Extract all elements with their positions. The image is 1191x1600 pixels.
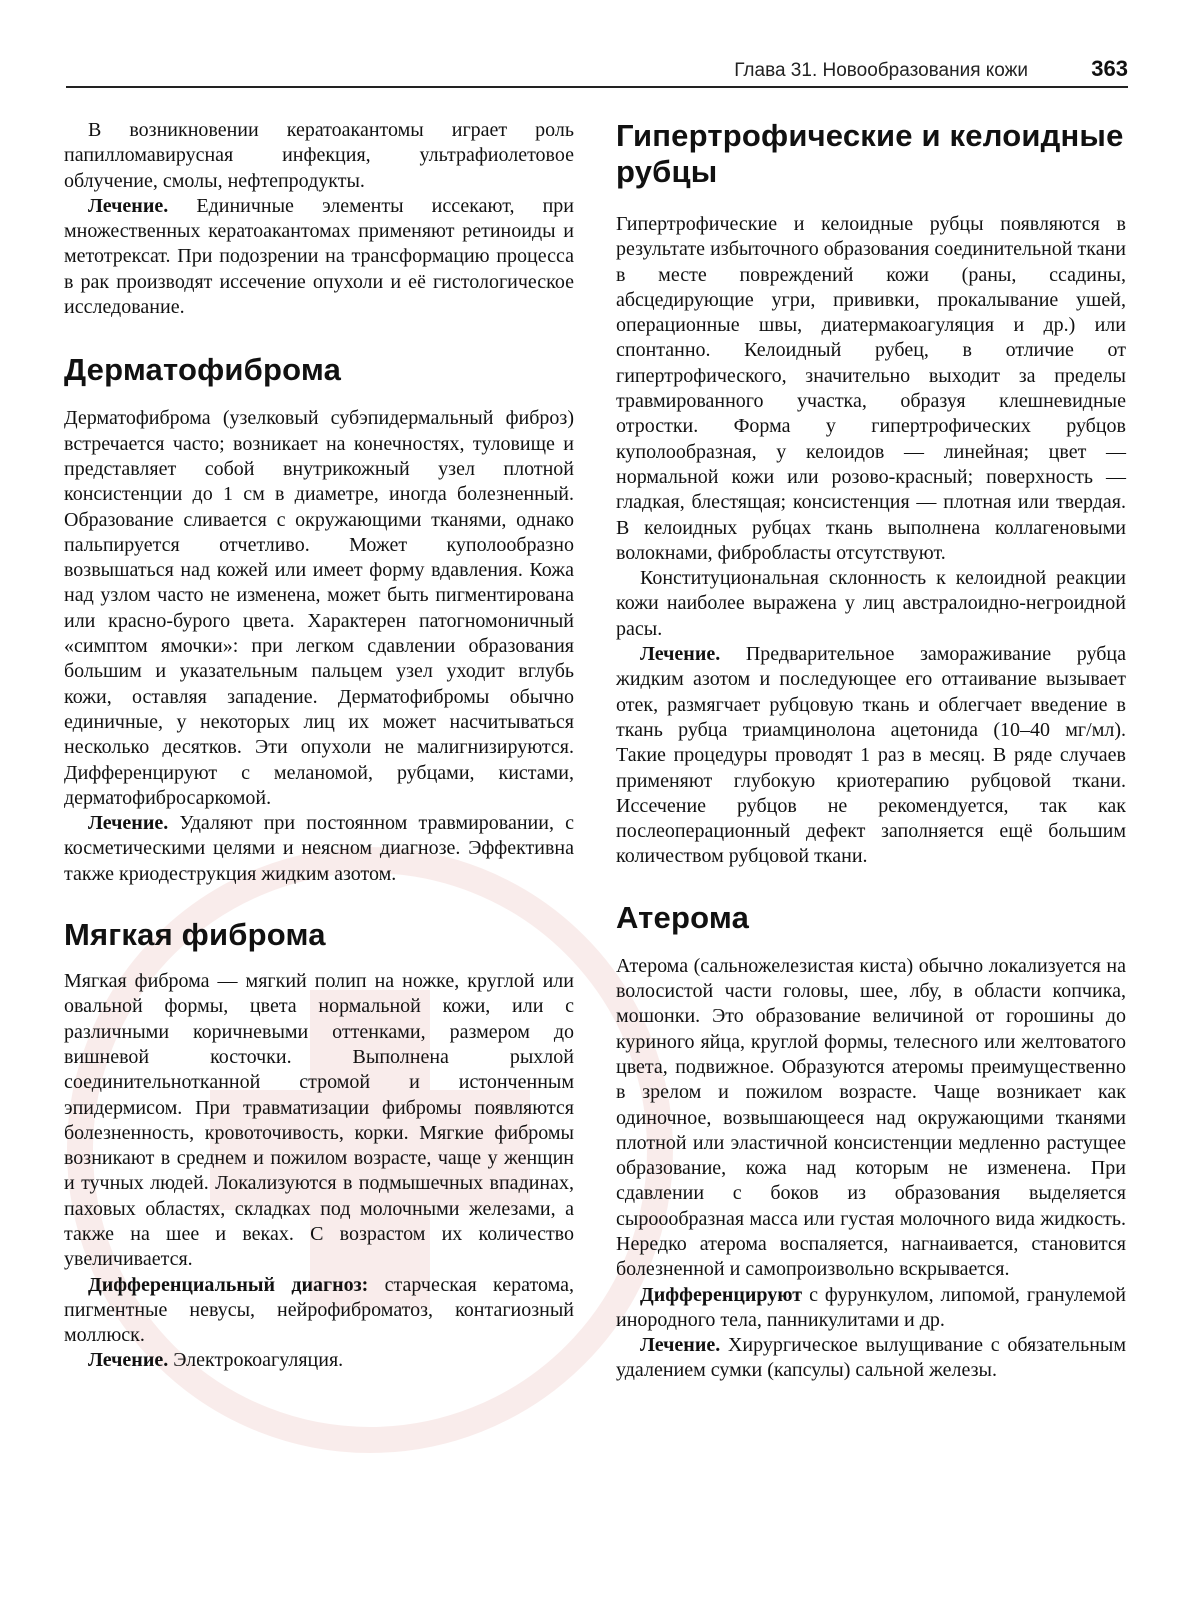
paragraph: [616, 1283, 1126, 1334]
paragraph: [64, 811, 574, 887]
right-column: [616, 118, 1126, 1384]
paragraph: Атерома (сальножелезистая киста) обычно локализуется на волосистой части головы, шее, лбу, в области копчика, мошонки. Это образование величиной от горошины до куриного яйца, круглой формы, телесного или желтоватого цвета, подвижное. Образуются атеромы преимущественно в зрелом и пожилом возрасте. Чаще возникает как одиночное, возвышающееся над окружающими тканями плотной или эластичной консистенции медленно растущее образование, кожа над которым не изменена. При сдавлении с боков из образования выделяется сыроообразная масса или густая молочного вида жидкость. Нередко атерома воспаляется, нагнаивается, становится болезненной и самопроизвольно вскрывается.: [616, 954, 1126, 1281]
left-column: [64, 118, 574, 1374]
section-heading-dermatofibroma: Дерматофиброма: [64, 352, 342, 388]
paragraph: Дерматофиброма (узелковый субэпидермальный фиброз) встречается часто; возникает на конечностях, туловище и представляет собой внутрикожный узел плотной консистенции до 1 см в диаметре, иногда болезненный. Образование сливается с окружающими тканями, однако пальпируется отчетливо. Может куполообразно возвышаться над кожей или имеет форму вдавления. Кожа над узлом часто не изменена, может быть пигментирована или красно-бурого цвета. Характерен патогномоничный «симптом ямочки»: при легком сдавлении образования большим и указательным пальцем узел уходит вглубь кожи, оставляя западение. Дерматофибромы обычно единичные, у некоторых лиц их может насчитываться несколько десятков. Эти опухоли не малигнизируются. Дифференцируют с меланомой, рубцами, кистами, дерматофибросаркомой.: [64, 407, 574, 809]
paragraph-lead: Лечение.: [88, 194, 169, 217]
section-heading-atheroma: Атерома: [616, 899, 750, 935]
paragraph-text: Единичные элементы иссекают, при множественных кератоакантомах применяют ретиноиды и метотрексат. При подозрении на трансформацию процесса в рак производят иссечение опухоли и её гистологическое исследование.: [64, 194, 574, 319]
paragraph-text: старческая кератома, пигментные невусы, нейрофиброматоз, контагиозный моллюск.: [64, 1273, 574, 1347]
paragraph-text: Предварительное замораживание рубца жидким азотом и последующее его оттаивание вызывает отек, размягчает рубцовую ткань и облегчает введение в ткань рубца триамцинолона ацетонида (10–40 мг/мл). Такие процедуры проводят 1 раз в месяц. В ряде случаев применяют глубокую криотерапию рубцовой ткани. Иссечение рубцов не рекомендуется, так как послеоперационный дефект заполняется ещё большим количеством рубцовой ткани.: [616, 643, 1126, 868]
paragraph-lead: Дифференцируют: [640, 1283, 803, 1306]
paragraph-lead: Лечение.: [640, 643, 721, 666]
paragraph: [64, 1348, 574, 1373]
paragraph-text: Электрокоагуляция.: [168, 1349, 344, 1372]
paragraph: Конституциональная склонность к келоидной реакции кожи наиболее выражена у лиц австралоидно-негроидной расы.: [616, 567, 1126, 640]
running-header: [66, 56, 1128, 88]
paragraph-lead: Лечение.: [88, 812, 169, 835]
paragraph: В возникновении кератоакантомы играет роль папилломавирусная инфекция, ультрафиолетовое облучение, смолы, нефтепродукты.: [64, 119, 574, 192]
paragraph: Гипертрофические и келоидные рубцы появляются в результате избыточного образования соединительной ткани в месте повреждений кожи (раны, ссадины, абсцедирующие угри, прививки, прокалывание ушей, операционные швы, диатермакоагуляция и др.) или спонтанно. Келоидный рубец, в отличие от гипертрофического, значительно выходит за пределы травмированного участка, образуя клешневидные отростки. Форма у гипертрофических рубцов куполообразная, у келоидов — линейная; цвет — нормальной кожи или розово-красный; поверхность — гладкая, блестящая; консистенция — плотная или твердая. В келоидных рубцах ткань выполнена коллагеновыми волокнами, фибробласты отсутствуют.: [616, 213, 1126, 564]
paragraph-lead: Лечение.: [88, 1349, 169, 1372]
paragraph-lead: Дифференциальный диагноз:: [88, 1273, 369, 1296]
section-heading-soft-fibroma: Мягкая фиброма: [64, 917, 326, 953]
paragraph-text: с фурункулом, липомой, гранулемой инородного тела, панникулитами и др.: [616, 1283, 1126, 1331]
chapter-title: Глава 31. Новообразования кожи: [734, 60, 1028, 81]
paragraph-lead: Лечение.: [640, 1334, 721, 1357]
paragraph: [616, 1333, 1126, 1384]
paragraph-text: Удаляют при постоянном травмировании, с косметическими целями и неясном диагнозе. Эффективна также криодеструкция жидким азотом.: [64, 812, 574, 885]
paragraph: [616, 642, 1126, 870]
paragraph: [64, 1273, 574, 1349]
paragraph: Мягкая фиброма — мягкий полип на ножке, круглой или овальной формы, цвета нормальной кожи, или с различными коричневыми оттенками, размером до вишневой косточки. Выполнена рыхлой соединительнотканной стромой и истонченным эпидермисом. При травматизации фибромы появляются болезненность, кровоточивость, корки. Мягкие фибромы возникают в среднем и пожилом возрасте, чаще у женщин и тучных людей. Локализуются в подмышечных впадинах, паховых областях, складках под молочными железами, а также на шее и веках. С возрастом их количество увеличивается.: [64, 970, 574, 1271]
page-number: 363: [1091, 56, 1128, 81]
paragraph: [64, 194, 574, 320]
paragraph-text: Хирургическое вылущивание с обязательным удалением сумки (капсулы) сальной железы.: [616, 1334, 1126, 1382]
section-heading-hypertrophic-scars: Гипертрофические и келоидные рубцы: [616, 118, 1124, 189]
